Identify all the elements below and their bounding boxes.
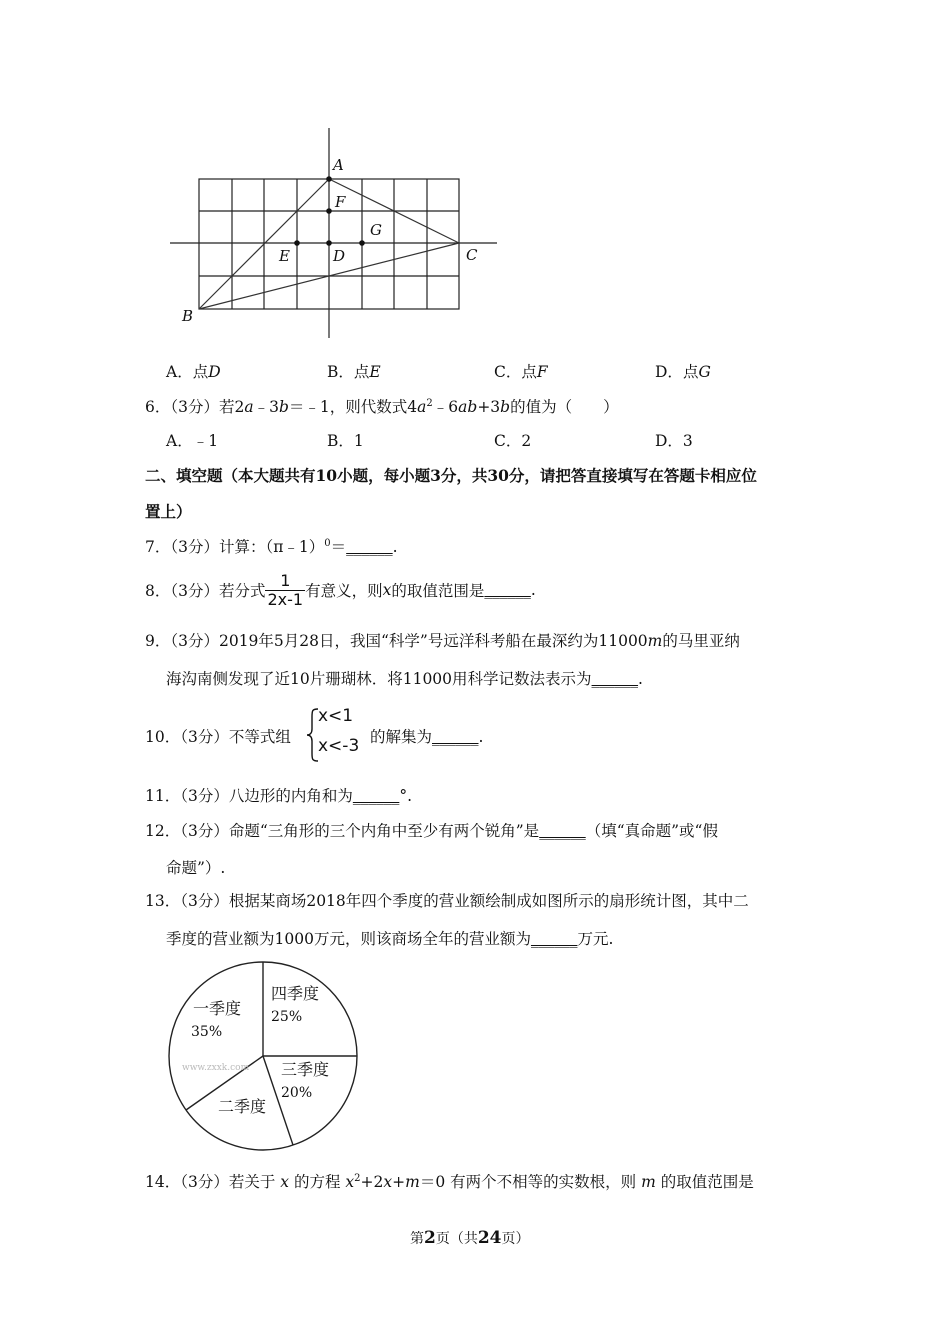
question-12-line2: 命题”）. bbox=[166, 859, 226, 877]
label-g: G bbox=[370, 221, 382, 239]
sector-q4-percent: 25% bbox=[271, 1009, 303, 1025]
question-14: 14．（3分）若关于 x 的方程 $x^2+2x+m=0$ 有两个不相等的实数根，则 m 的取值范围是 bbox=[145, 1172, 754, 1191]
answer-blank: ______ bbox=[539, 822, 586, 840]
question-10-pre: 10．（3分）不等式组 bbox=[145, 728, 291, 746]
point-a bbox=[326, 176, 332, 182]
section2-heading-line1: 二、填空题（本大题共有10小题，每小题3分，共30分，请把答直接填写在答题卡相应位 bbox=[145, 466, 757, 485]
point-e bbox=[294, 240, 300, 246]
pie-chart bbox=[166, 958, 366, 1154]
question-7: 7．（3分）计算：（π﹣1）$^0$＝______. bbox=[145, 537, 398, 556]
page-number: 2 bbox=[424, 1228, 436, 1248]
question-13-line1: 13．（3分）根据某商场2018年四个季度的营业额绘制成如图所示的扇形统计图，其中二 bbox=[145, 892, 749, 910]
inequality-2: x<-3 bbox=[318, 736, 360, 756]
answer-blank: ______ bbox=[591, 670, 639, 688]
answer-blank: ______ bbox=[352, 787, 400, 805]
question-13-line2: 季度的营业额为1000万元，则该商场全年的营业额为______万元. bbox=[166, 930, 614, 948]
question-11: 11．（3分）八边形的内角和为______°. bbox=[145, 787, 413, 805]
label-e: E bbox=[279, 247, 290, 265]
answer-blank: ______ bbox=[530, 930, 578, 948]
point-f bbox=[326, 208, 332, 214]
label-b: B bbox=[182, 307, 194, 325]
q6-stem: 6．（3分）若2a﹣3b＝﹣1，则代数式$4a^2﹣6ab+3b$的值为（ ） bbox=[145, 397, 619, 416]
label-f: F bbox=[335, 193, 346, 211]
grid-figure bbox=[160, 120, 510, 345]
question-9-line1: 9．（3分）2019年5月28日，我国“科学”号远洋科考船在最深约为11000m的马里亚纳 bbox=[145, 632, 740, 650]
sector-q1-percent: 35% bbox=[191, 1024, 223, 1040]
label-d: D bbox=[333, 247, 346, 265]
q5-option-b: B．点E bbox=[327, 363, 381, 381]
sector-q3-name: 三季度 bbox=[281, 1060, 330, 1079]
inequality-1: x<1 bbox=[318, 706, 354, 726]
label-c: C bbox=[466, 246, 478, 264]
sector-q3-percent: 20% bbox=[281, 1085, 313, 1101]
question-9-line2: 海沟南侧发现了近10片珊瑚林．将11000用科学记数法表示为______. bbox=[166, 670, 643, 688]
answer-blank: ______ bbox=[432, 728, 479, 746]
point-g bbox=[359, 240, 365, 246]
point-d bbox=[326, 240, 332, 246]
watermark: www.zxxk.com bbox=[182, 1063, 250, 1073]
answer-blank: ______ bbox=[346, 538, 393, 556]
question-10-post: 的解集为______. bbox=[370, 728, 484, 746]
q5-option-c: C．点F bbox=[494, 363, 548, 381]
label-a: A bbox=[333, 156, 344, 174]
sector-q2-name: 二季度 bbox=[218, 1097, 267, 1116]
section2-heading-line2: 置上） bbox=[145, 502, 192, 521]
q6-option-b: B．1 bbox=[327, 432, 364, 450]
question-8: 8．（3分）若分式 $\frac{1}{2x-1}$ 有意义，则 x 的取值范围是 ______ . bbox=[145, 570, 536, 609]
page-footer: 第2页（共24页） bbox=[410, 1228, 530, 1248]
q6-option-c: C．2 bbox=[494, 432, 532, 450]
q6-option-a: A．﹣1 bbox=[166, 432, 219, 450]
sector-q1-name: 一季度 bbox=[193, 999, 242, 1018]
fraction: $\frac{1}{2x-1}$ bbox=[267, 570, 304, 609]
answer-blank: ______ bbox=[484, 581, 531, 599]
q6-option-d: D．3 bbox=[655, 432, 693, 450]
q5-option-a: A．点D bbox=[166, 363, 221, 381]
question-12-line1: 12．（3分）命题“三角形的三个内角中至少有两个锐角”是______（填“真命题”或“假 bbox=[145, 822, 718, 840]
sector-q4-name: 四季度 bbox=[271, 984, 320, 1003]
q5-option-d: D．点G bbox=[655, 363, 711, 381]
page-total: 24 bbox=[477, 1228, 502, 1248]
